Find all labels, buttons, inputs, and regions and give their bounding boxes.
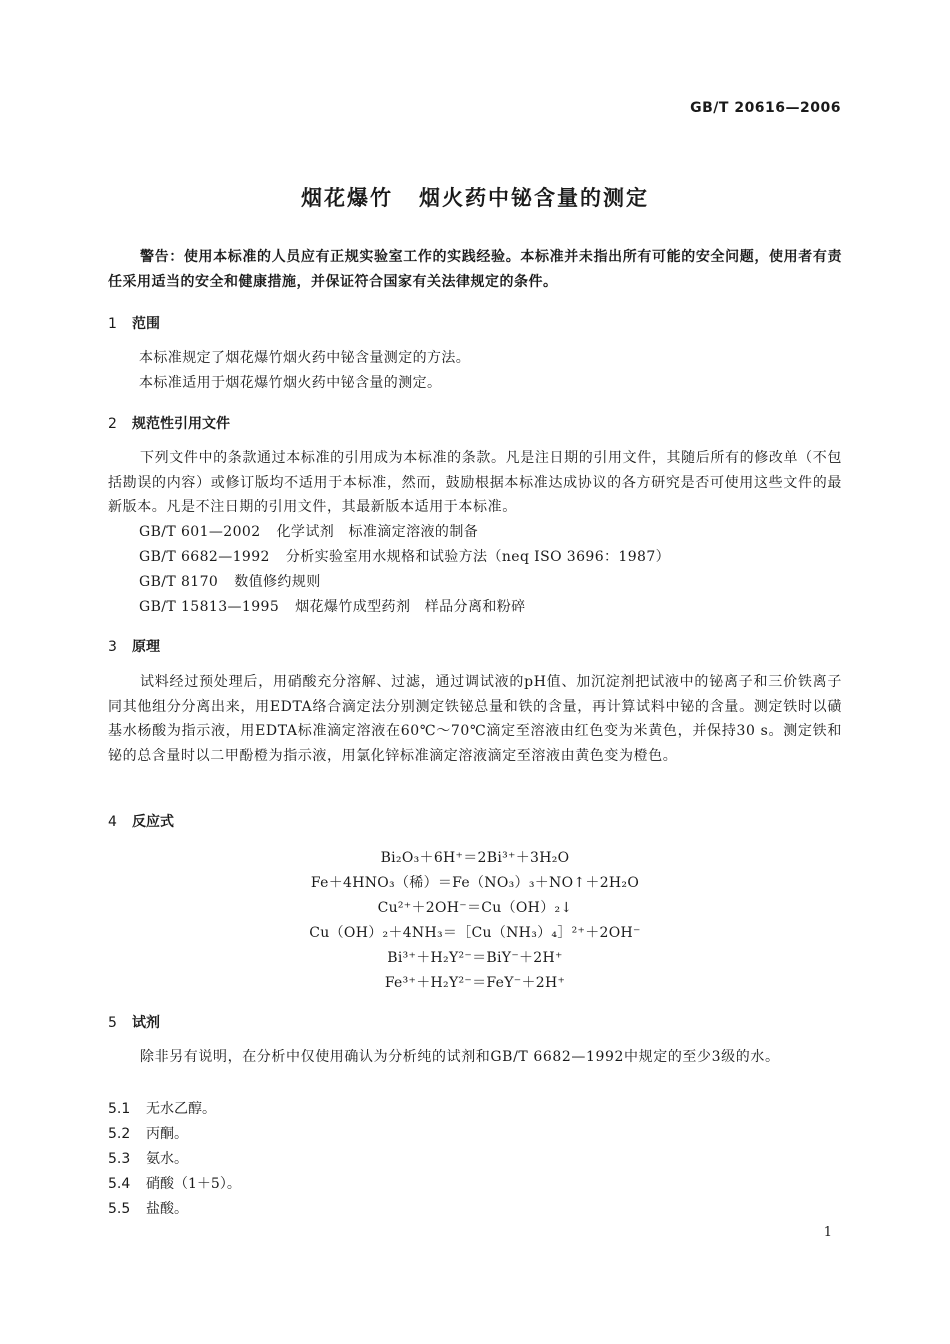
- section-number: 5: [108, 1015, 117, 1031]
- section-title: 试剂: [132, 1015, 160, 1031]
- item-text: 硝酸（1＋5）。: [146, 1176, 241, 1192]
- section-number: 4: [108, 814, 117, 830]
- reference-item: [139, 571, 321, 591]
- reagent-item: [108, 1148, 188, 1168]
- warning-text: 警告：使用本标准的人员应有正规实验室工作的实践经验。本标准并未指出所有可能的安全问题，使用者有责任采用适当的安全和健康措施，并保证符合国家有关法律规定的条件。: [108, 249, 842, 290]
- section-5-heading: [108, 1012, 160, 1032]
- item-text: 氨水。: [146, 1151, 188, 1167]
- reference-title: 数值修约规则: [234, 574, 321, 590]
- equation: Cu²⁺＋2OH⁻＝Cu（OH）₂↓: [377, 900, 573, 916]
- reference-title: 分析实验室用水规格和试验方法（neq ISO 3696：1987）: [285, 549, 671, 565]
- references-intro: 下列文件中的条款通过本标准的引用成为本标准的条款。凡是注日期的引用文件，其随后所有的修改单（不包括勘误的内容）或修订版均不适用于本标准，然而，鼓励根据本标准达成协议的各方研究是否可使用这些文件的最新版本。凡是不注日期的引用文件，其最新版本适用于本标准。: [108, 450, 842, 515]
- item-number: 5.4: [108, 1176, 131, 1192]
- reagents-intro: 除非另有说明，在分析中仅使用确认为分析纯的试剂和GB/T 6682—1992中规定的至少3级的水。: [140, 1049, 780, 1065]
- item-number: 5.5: [108, 1201, 131, 1217]
- standard-id: GB/T 20616—2006: [690, 100, 841, 116]
- reference-code: GB/T 15813—1995: [139, 599, 280, 615]
- equation: Bi₂O₃＋6H⁺＝2Bi³⁺＋3H₂O: [380, 850, 570, 866]
- reference-item: [139, 521, 478, 541]
- reference-item: [139, 546, 670, 566]
- item-text: 无水乙醇。: [146, 1101, 216, 1117]
- page-title: [0, 182, 950, 212]
- scope-line-2: 本标准适用于烟花爆竹烟火药中铋含量的测定。: [139, 375, 442, 391]
- item-number: 5.1: [108, 1101, 131, 1117]
- item-text: 丙酮。: [146, 1126, 188, 1142]
- equation: Fe³⁺＋H₂Y²⁻＝FeY⁻＋2H⁺: [384, 975, 566, 991]
- reference-title: 化学试剂 标准滴定溶液的制备: [276, 524, 479, 540]
- reagent-item: [108, 1198, 188, 1218]
- page-number: 1: [823, 1225, 832, 1240]
- reagent-item: [108, 1173, 241, 1193]
- section-title: 原理: [132, 639, 160, 655]
- section-title: 规范性引用文件: [132, 416, 230, 432]
- reference-code: GB/T 8170: [139, 574, 219, 590]
- equation: Fe＋4HNO₃（稀）＝Fe（NO₃）₃＋NO↑＋2H₂O: [310, 875, 640, 891]
- section-2-heading: [108, 413, 230, 433]
- item-text: 盐酸。: [146, 1201, 188, 1217]
- title-part-1: 烟花爆竹: [301, 186, 393, 210]
- section-title: 范围: [132, 316, 160, 332]
- item-number: 5.2: [108, 1126, 131, 1142]
- section-1-heading: [108, 313, 160, 333]
- section-3-heading: [108, 636, 160, 656]
- reference-item: [139, 596, 526, 616]
- item-number: 5.3: [108, 1151, 131, 1167]
- scope-line-1: 本标准规定了烟花爆竹烟火药中铋含量测定的方法。: [139, 350, 471, 366]
- reagent-item: [108, 1123, 188, 1143]
- section-number: 3: [108, 639, 117, 655]
- reagent-item: [108, 1098, 216, 1118]
- equation: Cu（OH）₂＋4NH₃＝［Cu（NH₃）₄］²⁺＋2OH⁻: [309, 925, 641, 941]
- section-number: 1: [108, 316, 117, 332]
- equation: Bi³⁺＋H₂Y²⁻＝BiY⁻＋2H⁺: [387, 950, 563, 966]
- principle-text: 试料经过预处理后，用硝酸充分溶解、过滤，通过调试液的pH值、加沉淀剂把试液中的铋离子和三价铁离子同其他组分分离出来，用EDTA络合滴定法分别测定铁铋总量和铁的含量，再计算试料中铋的含量。测定铁时以磺基水杨酸为指示液，用EDTA标准滴定溶液在60℃～70℃滴定至溶液由红色变为米黄色，并保持30 s。测定铁和铋的总含量时以二甲酚橙为指示液，用氯化锌标准滴定溶液滴定至溶液由黄色变为橙色。: [108, 674, 842, 764]
- title-part-2: 烟火药中铋含量的测定: [419, 186, 649, 210]
- reference-code: GB/T 601—2002: [139, 524, 261, 540]
- section-title: 反应式: [132, 814, 174, 830]
- section-4-heading: [108, 811, 174, 831]
- reference-title: 烟花爆竹成型药剂 样品分离和粉碎: [295, 599, 526, 615]
- reference-code: GB/T 6682—1992: [139, 549, 270, 565]
- section-number: 2: [108, 416, 117, 432]
